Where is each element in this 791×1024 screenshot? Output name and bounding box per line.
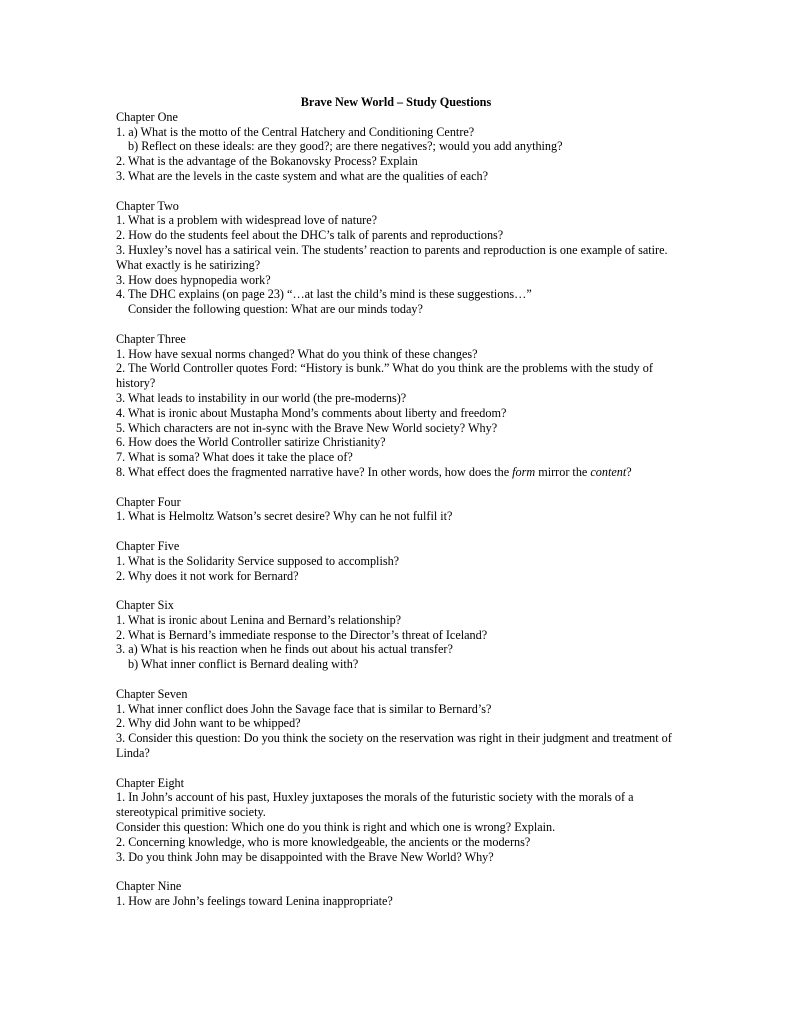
section-chapter-four — [116, 495, 676, 525]
question-line: 3. Huxley’s novel has a satirical vein. The students’ reaction to parents and reproduction is one example of satire. What exactly is he satirizing? — [116, 242, 668, 272]
question-text: ? — [626, 464, 632, 479]
emphasis-content: content — [590, 464, 627, 479]
question-line: 5. Which characters are not in-sync with the Brave New World society? Why? — [116, 420, 498, 435]
question-line: 4. The DHC explains (on page 23) “…at last the child’s mind is these suggestions…” — [116, 287, 532, 302]
section-chapter-six — [116, 598, 676, 672]
question-line: 2. Why does it not work for Bernard? — [116, 568, 299, 583]
chapter-heading: Chapter Nine — [116, 879, 182, 894]
chapter-heading: Chapter Six — [116, 598, 174, 613]
chapter-heading: Chapter Eight — [116, 775, 185, 790]
question-line: 1. What is Helmoltz Watson’s secret desire? Why can he not fulfil it? — [116, 509, 453, 524]
section-chapter-eight — [116, 776, 676, 865]
question-line: 2. What is the advantage of the Bokanovsky Process? Explain — [116, 154, 418, 169]
question-line: 1. What inner conflict does John the Savage face that is similar to Bernard’s? — [116, 701, 492, 716]
question-line: 1. a) What is the motto of the Central Hatchery and Conditioning Centre? — [116, 124, 475, 139]
chapter-heading: Chapter Three — [116, 331, 186, 346]
question-line: 1. What is the Solidarity Service supposed to accomplish? — [116, 553, 400, 568]
question-line: 2. How do the students feel about the DHC’s talk of parents and reproductions? — [116, 228, 504, 243]
question-line: 3. Consider this question: Do you think the society on the reservation was right in their judgment and treatment of Linda? — [116, 731, 672, 761]
section-chapter-two — [116, 199, 676, 317]
question-text: 8. What effect does the fragmented narrative have? In other words, how does the — [116, 464, 513, 479]
question-line: 1. In John’s account of his past, Huxley juxtaposes the morals of the futuristic society with the morals of a stereotypical primitive society. — [116, 790, 634, 820]
section-chapter-five — [116, 539, 676, 583]
section-chapter-three — [116, 332, 676, 480]
chapter-heading: Chapter Four — [116, 494, 181, 509]
question-line: 1. What is a problem with widespread love of nature? — [116, 213, 378, 228]
question-line: 3. Do you think John may be disappointed with the Brave New World? Why? — [116, 849, 494, 864]
chapter-heading: Chapter Seven — [116, 686, 188, 701]
question-line: 7. What is soma? What does it take the place of? — [116, 450, 353, 465]
question-line: 2. The World Controller quotes Ford: “History is bunk.” What do you think are the problems with the study of history? — [116, 361, 653, 391]
question-line: b) What inner conflict is Bernard dealing with? — [128, 657, 359, 672]
question-text: mirror the — [535, 464, 591, 479]
question-line: 6. How does the World Controller satirize Christianity? — [116, 435, 386, 450]
question-line: 3. What leads to instability in our world (the pre-moderns)? — [116, 390, 407, 405]
question-line: b) Reflect on these ideals: are they good?; are there negatives?; would you add anything? — [128, 139, 563, 154]
question-line: 1. How are John’s feelings toward Lenina inappropriate? — [116, 894, 393, 909]
section-chapter-nine — [116, 879, 676, 909]
question-line: 3. a) What is his reaction when he finds out about his actual transfer? — [116, 642, 453, 657]
emphasis-form: form — [512, 464, 536, 479]
section-chapter-one — [116, 110, 676, 184]
question-line: 1. What is ironic about Lenina and Bernard’s relationship? — [116, 612, 402, 627]
section-chapter-seven — [116, 687, 676, 761]
question-line-with-emphasis — [116, 465, 676, 480]
question-line: 2. Concerning knowledge, who is more knowledgeable, the ancients or the moderns? — [116, 834, 531, 849]
document-page — [116, 95, 676, 909]
question-line: 2. Why did John want to be whipped? — [116, 716, 301, 731]
chapter-heading: Chapter One — [116, 109, 178, 124]
chapter-heading: Chapter Two — [116, 198, 179, 213]
question-line: 2. What is Bernard’s immediate response to the Director’s threat of Iceland? — [116, 627, 488, 642]
question-line: 4. What is ironic about Mustapha Mond’s comments about liberty and freedom? — [116, 405, 507, 420]
question-line: 3. How does hypnopedia work? — [116, 272, 271, 287]
question-line: Consider this question: Which one do you think is right and which one is wrong? Explain. — [116, 820, 556, 835]
document-title: Brave New World – Study Questions — [300, 95, 492, 109]
chapter-heading: Chapter Five — [116, 538, 180, 553]
question-line: Consider the following question: What are our minds today? — [128, 302, 423, 317]
question-line: 1. How have sexual norms changed? What do you think of these changes? — [116, 346, 478, 361]
question-line: 3. What are the levels in the caste system and what are the qualities of each? — [116, 168, 489, 183]
